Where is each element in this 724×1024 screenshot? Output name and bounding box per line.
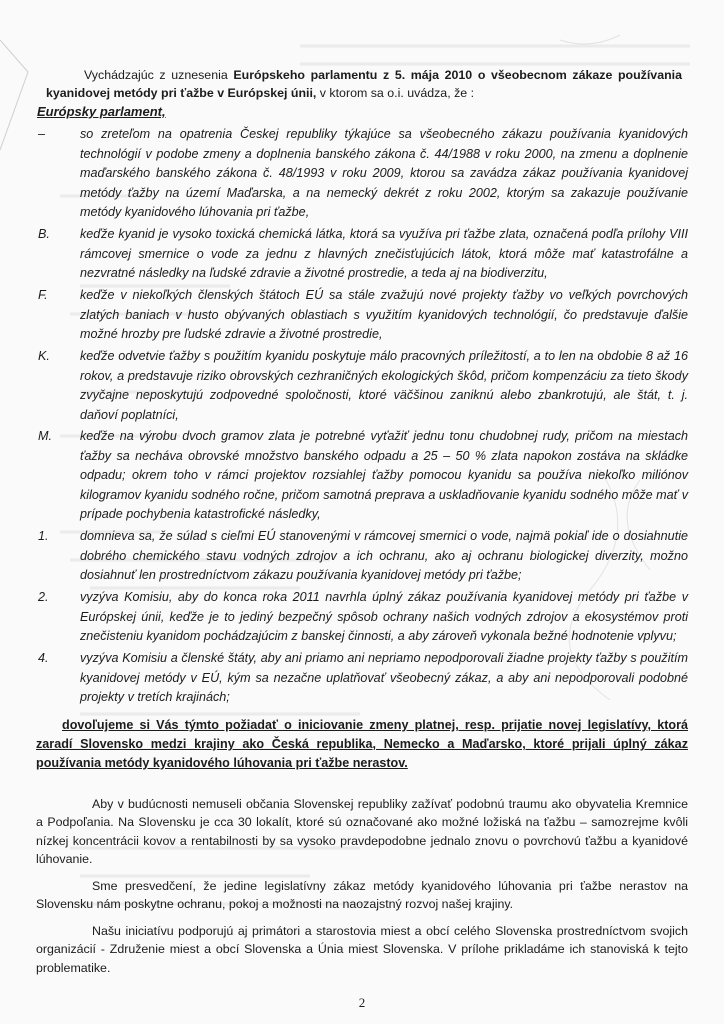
item-text: keďže v niekoľkých členských štátoch EÚ sa stále zvažujú nové projekty ťažby vo veľkých povrchových zlatých baniach v husto obývaných oblastiach s využitím kyanidových technológií, čo predstavuje ďalšie možné hrozby pre ľudské zdravie a životné prostredie, [80, 288, 688, 341]
item-text: vyzýva Komisiu a členské štáty, aby ani priamo ani nepriamo nepodporovali žiadne projekty ťažby s použitím kyanidovej metódy v EÚ, kým sa nezačne uplatňovať všeobecný zákaz, a aby ani nepodporovali podobné projekty v tretích krajinách; [80, 651, 688, 704]
intro-resolution-title: Európskeho parlamentu z 5. mája 2010 o všeobecnom zákaze používania kyanidovej metódy pri ťažbe v Európskej únii, [46, 68, 682, 100]
item-text: so zreteľom na opatrenia Českej republiky týkajúce sa všeobecného zákazu používania kyanidových technológií v podobe zmeny a doplnenia banského zákona č. 44/1988 v roku 2000, na zmenu a doplnenie maďarského banského zákona č. 48/1993 v roku 2009, ktorou sa zavádza zákaz používania kyanidovej metódy ťažby na území Maďarska, a na nemecký dekrét z roku 2002, ktorým sa zakazuje používanie metódy kyanidového lúhovania pri ťažbe, [80, 127, 688, 219]
european-parliament-heading: Európsky parlament, [37, 104, 166, 119]
item-marker: 4. [38, 651, 49, 665]
item-marker: 2. [38, 590, 49, 604]
item-text: keďže odvetvie ťažby s použitím kyanidu poskytuje málo pracovných príležitostí, a to len na obdobie 8 až 16 rokov, a predstavuje riziko obrovských cezhraničných ekologických škôd, pričom kompenzáciu za tieto škody zvyčajne neposkytujú zodpovedné spoločnosti, ktoré väčšinou zaniknú alebo zbankrotujú, ale štát, t. j. daňoví poplatníci, [80, 349, 688, 422]
item-marker: B. [38, 227, 50, 241]
item-text: keďže na výrobu dvoch gramov zlata je potrebné vyťažiť jednu tonu chudobnej rudy, pričom na miestach ťažby sa necháva obrovské množstvo banského odpadu a 25 – 50 % zlata napokon zostáva na skládke odpadu; okrem toho v rámci projektov rozsiahlej ťažby pomocou kyanidu sa používa niekoľko miliónov kilogramov kyanidu sodného ročne, pričom samotná preprava a uskladňovanie kyanidu sodného môže mať v prípade pochybenia katastrofické následky, [80, 429, 688, 521]
item-text: keďže kyanid je vysoko toxická chemická látka, ktorá sa využíva pri ťažbe zlata, označená podľa prílohy VIII rámcovej smernice o vode za jednu z hlavných znečisťujúcich látok, ktorá môže mať katastrofálne a nezvratné následky na ľudské zdravie a životné prostredie, a teda aj na biodiverzitu, [80, 227, 688, 280]
item-marker: F. [38, 288, 48, 302]
body-paragraph: Sme presvedčení, že jedine legislatívny zákaz metódy kyanidového lúhovania pri ťažbe nerastov na Slovensku nám poskytne ochranu, pokoj a možnosti na naozajstný rozvoj našej krajiny. [36, 879, 688, 912]
item-text: domnieva sa, že súlad s cieľmi EÚ stanovenými v rámcovej smernici o vode, najmä pokiaľ ide o dosiahnutie dobrého chemického stavu vodných zdrojov a ich ochranu, ako aj ochranu biologickej diverzity, možno dosiahnuť len prostredníctvom zákazu používania kyanidovej metódy pri ťažbe; [80, 529, 688, 582]
item-marker: 1. [38, 529, 49, 543]
body-paragraph: Aby v budúcnosti nemuseli občania Slovenskej republiky zažívať podobnú traumu ako obyvatelia Kremnice a Podpoľania. Na Slovensku je cca 30 lokalít, ktoré sú označované ako možné ložiská na ťažbu – samozrejme kvôli nízkej koncentrácii kovov a rentabilnosti by sa vysoko pravdepodobne jednalo znovu o povrchovú ťažbu a kyanidové lúhovanie. [36, 797, 688, 867]
intro-paragraph [46, 66, 682, 102]
item-marker: K. [38, 349, 50, 363]
intro-suffix: v ktorom sa o.i. uvádza, že : [316, 86, 475, 100]
body-paragraph: Našu iniciatívu podporujú aj primátori a starostovia miest a obcí celého Slovenska prostredníctvom svojich organizácií - Združenie miest a obcí Slovenska a Únia miest Slovenska. V prílohe prikladáme ich stanoviská k tejto problematike. [36, 924, 688, 975]
item-text: vyzýva Komisiu, aby do konca roka 2011 navrhla úplný zákaz používania kyanidovej metódy pri ťažbe v Európskej únii, keďže je to jediný bezpečný spôsob ochrany našich vodných zdrojov a ekosystémov proti znečisteniu kyanidom pochádzajúcim z banskej činnosti, a aby zároveň vykonala bežné hodnotenie vplyvu; [80, 590, 688, 643]
item-marker: M. [38, 429, 52, 443]
intro-prefix: Vychádzajúc z uznesenia [84, 68, 234, 82]
appeal-paragraph: dovoľujeme si Vás týmto požiadať o iniciovanie zmeny platnej, resp. prijatie novej legislatívy, ktorá zaradí Slovensko medzi krajiny ako Česká republika, Nemecko a Maďarsko, ktoré prijali úplný zákaz používania metódy kyanidového lúhovania pri ťažbe nerastov. [36, 718, 688, 770]
page-number: 2 [358, 995, 366, 1010]
item-marker: – [38, 127, 46, 141]
